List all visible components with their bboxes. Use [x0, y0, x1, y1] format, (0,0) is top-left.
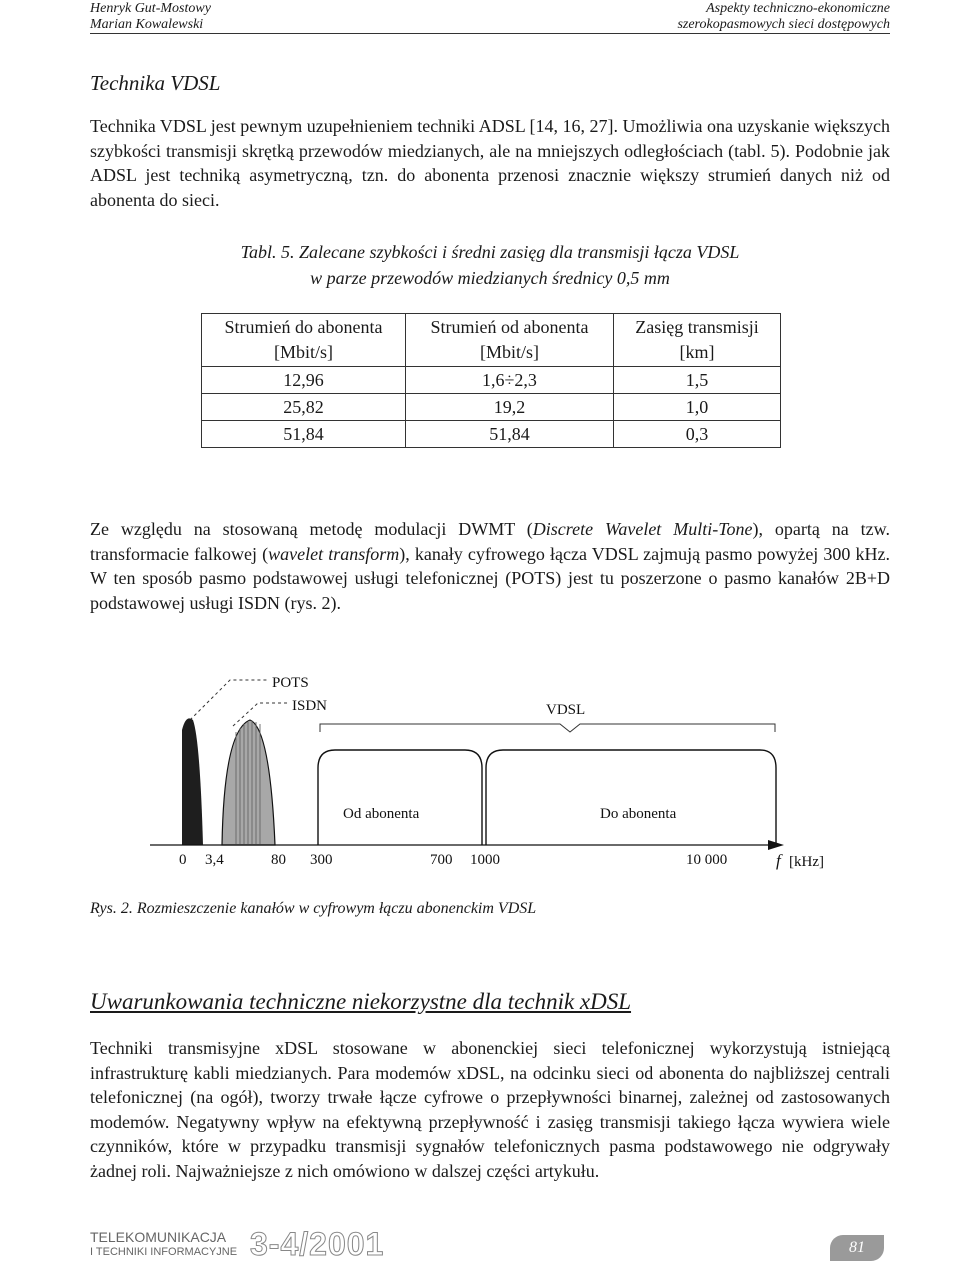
paragraph-dwmt-part1: Ze względu na stosowaną metodę modulacji DWMT ( — [90, 519, 533, 539]
header-range-label: Zasięg transmisji — [635, 317, 759, 337]
header-upstream-label: Strumień od abonenta — [430, 317, 589, 337]
tick-label: 300 — [310, 852, 333, 868]
pots-band — [182, 718, 203, 845]
header-title-line1: Aspekty techniczno-ekonomiczne — [706, 1, 890, 16]
axis-unit-label: [kHz] — [789, 854, 824, 870]
table-cell: 51,84 — [406, 421, 614, 448]
header-upstream-unit: [Mbit/s] — [479, 342, 539, 362]
figure-caption-label: Rys. 2. — [90, 900, 133, 917]
vdsl-speed-table — [201, 313, 781, 448]
table-cell: 25,82 — [202, 394, 406, 421]
tick-label: 80 — [271, 852, 286, 868]
table-cell: 1,5 — [614, 367, 781, 394]
vdsl-brace — [320, 724, 775, 732]
downstream-label: Do abonenta — [600, 806, 677, 822]
isdn-label: ISDN — [292, 698, 328, 714]
section-title-vdsl: Technika VDSL — [90, 71, 221, 95]
paragraph-dwmt-term2: wavelet transform — [268, 543, 400, 564]
table-caption-line2: w parze przewodów miedzianych średnicy 0,5 mm — [310, 268, 670, 288]
page-number: 81 — [830, 1235, 884, 1261]
paragraph-dwmt-term1: Discrete Wavelet Multi-Tone — [532, 519, 753, 539]
table-cell: 51,84 — [202, 421, 406, 448]
table-header-cell — [614, 314, 781, 367]
footer-issue: 3-4/2001 — [250, 1226, 385, 1262]
axis-f-label: f — [776, 851, 781, 870]
isdn-band — [222, 720, 275, 845]
table-caption-line1: Tabl. 5. Zalecane szybkości i średni zasięg dla transmisji łącza VDSL — [240, 242, 740, 262]
tick-label: 1000 — [470, 852, 500, 868]
table-cell: 1,6÷2,3 — [406, 367, 614, 394]
pots-leader-line — [190, 680, 268, 720]
downstream-channel — [486, 750, 776, 845]
table-cell: 12,96 — [202, 367, 406, 394]
tick-label: 3,4 — [205, 852, 224, 868]
header-downstream-unit: [Mbit/s] — [273, 342, 333, 362]
vdsl-spectrum-figure — [0, 660, 960, 880]
upstream-label: Od abonenta — [343, 806, 420, 822]
table-caption — [90, 239, 890, 291]
tick-label: 700 — [430, 852, 453, 868]
table-header-cell — [406, 314, 614, 367]
vdsl-label: VDSL — [546, 702, 586, 718]
paragraph-vdsl: Technika VDSL jest pewnym uzupełnieniem techniki ADSL [14, 16, 27]. Umożliwia ona uzyskanie większych szybkości transmisji skrętką przewodów miedzianych, ale na mniejszych odległościach (tabl. 5). Podobnie jak ADSL jest techniką asymetryczną, tzn. do abonenta przenosi znacznie większy strumień danych niż od abonenta do sieci. — [90, 116, 890, 210]
header-title — [677, 1, 890, 33]
upstream-channel — [318, 750, 482, 845]
author-2: Marian Kowalewski — [90, 17, 204, 32]
table-cell: 19,2 — [406, 394, 614, 421]
header-authors — [90, 1, 211, 33]
header-range-unit: [km] — [679, 342, 715, 362]
footer-brand-line2: I TECHNIKI INFORMACYJNE — [90, 1246, 238, 1258]
pots-label: POTS — [272, 675, 309, 691]
footer-brand-line1: TELEKOMUNIKACJA — [90, 1229, 227, 1245]
tick-label: 0 — [179, 852, 187, 868]
figure-caption — [90, 900, 536, 918]
isdn-band-hatch — [236, 721, 260, 844]
footer-brand — [90, 1230, 237, 1260]
paragraph-dwmt — [90, 517, 890, 615]
table-row — [202, 367, 781, 394]
figure-caption-text: Rozmieszczenie kanałów w cyfrowym łączu abonenckim VDSL — [136, 900, 537, 917]
table-row — [202, 394, 781, 421]
paragraph-dwmt-part2: ), opartą na tzw. transformacie falkowej ( — [90, 519, 890, 564]
isdn-leader-line — [233, 703, 288, 726]
tick-label: 10 000 — [686, 852, 728, 868]
section-title-xdsl: Uwarunkowania techniczne niekorzystne dla technik xDSL — [90, 989, 632, 1014]
table-header-cell — [202, 314, 406, 367]
header-rule — [90, 33, 890, 34]
table-header-row — [202, 314, 781, 367]
table-cell: 0,3 — [614, 421, 781, 448]
author-1: Henryk Gut-Mostowy — [90, 1, 211, 16]
header-title-line2: szerokopasmowych sieci dostępowych — [677, 17, 890, 32]
paragraph-xdsl: Techniki transmisyjne xDSL stosowane w abonenckiej sieci telefonicznej wykorzystują istniejącą infrastrukturę kabli miedzianych. Para modemów xDSL, na odcinku sieci od abonenta do najbliższej centrali telefonicznej (na ogół), tworzy trwałe łącze cyfrowe o przepływności binarnej, zależnej od zastosowanych modemów. Negatywny wpływ na efektywną przepływność i zasięg transmisji takiego łącza wywiera wiele czynników, które w przypadku transmisji sygnałów telefonicznych pasma podstawowego nie odgrywały żadnej roli. Najważniejsze z nich omówiono w dalszej części artykułu. — [90, 1038, 890, 1181]
table-row — [202, 421, 781, 448]
paragraph-dwmt-part3: ), kanały cyfrowego łącza VDSL zajmują pasmo powyżej 300 kHz. W ten sposób pasmo podstawowej usługi telefonicznej (POTS) jest tu poszerzone o pasmo kanałów 2B+D podstawowej usługi ISDN (rys. 2). — [90, 543, 891, 613]
header-downstream-label: Strumień do abonenta — [224, 317, 383, 337]
table-cell: 1,0 — [614, 394, 781, 421]
